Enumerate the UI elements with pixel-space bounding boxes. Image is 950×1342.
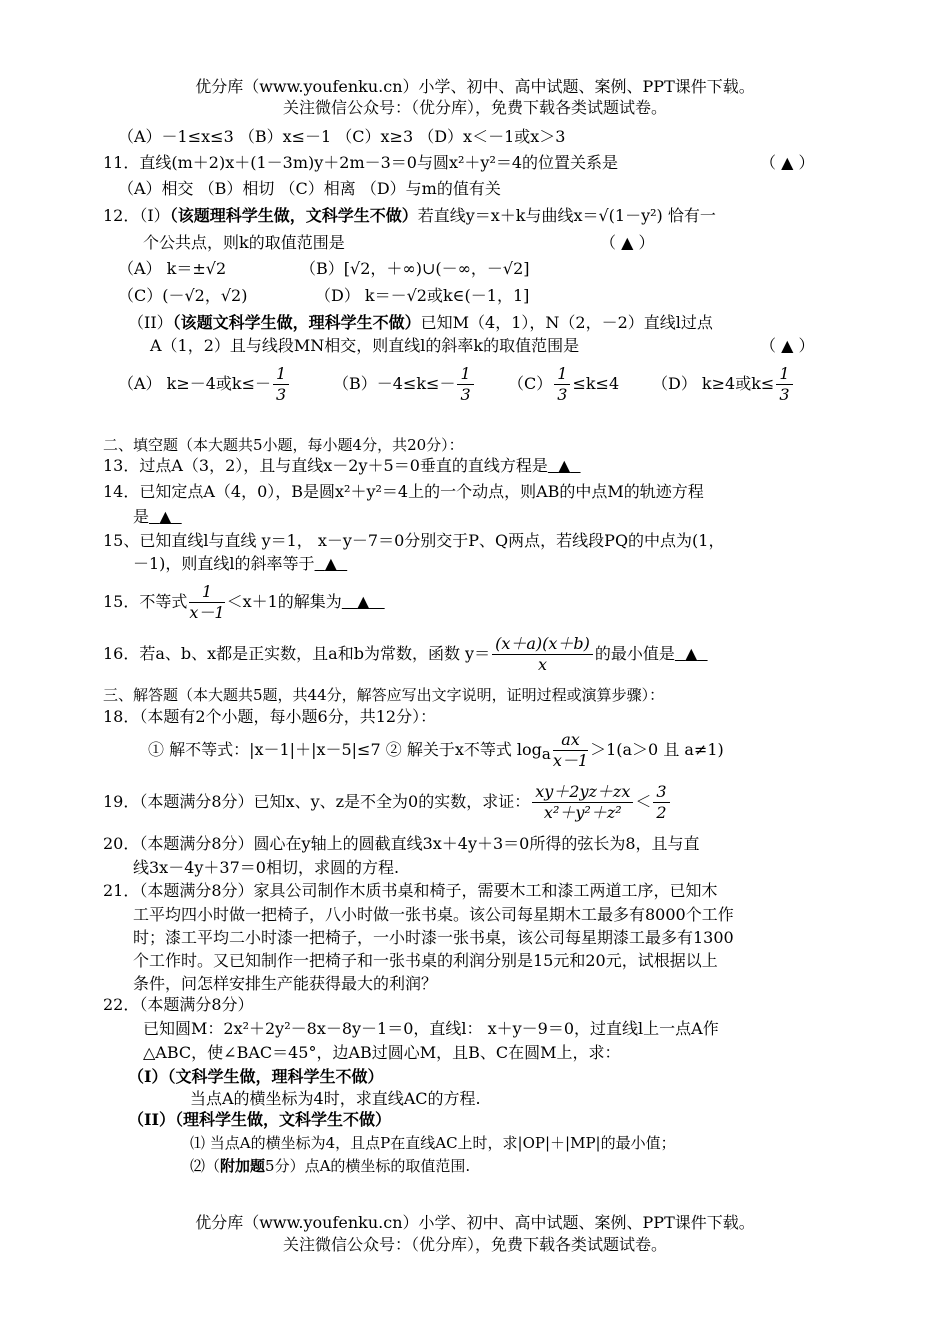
q18-sub1: ① 解不等式：|x－1|＋|x－5|≤7 ② 解关于x不等式 log — [148, 740, 542, 759]
q18-log-base: a — [541, 745, 551, 764]
section3-title: 三、解答题（本大题共5题，共44分，解答应写出文字说明，证明过程或演算步骤）： — [103, 686, 665, 704]
q19 — [103, 780, 672, 824]
q12-optA: （A） k＝±√2 — [118, 259, 227, 278]
q15c-blank — [342, 592, 385, 611]
q18-subs — [148, 728, 724, 776]
q12-mark-2: （ ▲ ） — [760, 336, 815, 355]
q22-part2-sub1: ⑴ 当点A的横坐标为4，且点P在直线AC上时，求|OP|＋|MP|的最小值； — [190, 1134, 676, 1152]
frac-den: 3 — [779, 385, 790, 404]
frac-den: 3 — [557, 385, 568, 404]
q12-optB: （B）[√2，＋∞)∪(－∞，－√2] — [300, 259, 530, 278]
q11-options: （A）相交 （B）相切 （C）相离 （D）与m的值有关 — [118, 179, 501, 198]
q15-line2 — [133, 553, 347, 575]
q22-sub2-post: 5分）点A的横坐标的取值范围. — [265, 1157, 471, 1175]
frac-num: (x＋a)(x＋b) — [492, 634, 593, 655]
q15-text: －1)，则直线l的斜率等于 — [133, 554, 315, 573]
frac-den: 3 — [460, 385, 471, 404]
q20-line1: 20．（本题满分8分）圆心在y轴上的圆截直线3x＋4y＋3＝0所得的弦长为8，且与直 — [103, 834, 700, 853]
frac-num: 3 — [653, 782, 669, 803]
q12-part1-cont: 个公共点，则k的取值范围是 — [143, 233, 345, 252]
frac-den: x－1 — [189, 603, 225, 622]
fraction-q18 — [553, 730, 588, 771]
q13 — [103, 455, 581, 477]
q22-sub2-bold: 附加题 — [220, 1157, 266, 1175]
q12-optA2-pre: （A） k≥－4或k≤－ — [118, 374, 272, 393]
q22-part2-sub2 — [190, 1155, 470, 1177]
q12-optC2-post: ≤k≤4 — [572, 374, 620, 393]
blank-triangle: ▲ — [357, 592, 370, 611]
header-line-2: 关注微信公众号：（优分库），免费下载各类试题试卷。 — [282, 98, 667, 117]
q12-part2-optA — [118, 362, 291, 406]
blank-triangle: ▲ — [324, 554, 338, 573]
q12-part2-cont: A（1，2）且与线段MN相交，则直线l的斜率k的取值范围是 — [150, 336, 580, 355]
fraction-one-third — [457, 364, 473, 405]
q22: 22．（本题满分8分） — [103, 995, 254, 1014]
frac-num: 1 — [457, 364, 473, 385]
q18: 18．（本题有2个小题，每小题6分，共12分）： — [103, 707, 437, 726]
frac-num: xy＋2yz＋zx — [532, 782, 633, 803]
q15-line1: 15、已知直线l与直线 y＝1， x－y－7＝0分别交于P、Q两点，若线段PQ的中点为(1， — [103, 531, 725, 550]
q12-part2-num: （II） — [128, 313, 173, 332]
frac-num: 1 — [554, 364, 570, 385]
q22-sub2-pre: ⑵（ — [190, 1157, 221, 1175]
blank-triangle: ▲ — [558, 456, 571, 475]
frac-num: 1 — [189, 582, 224, 603]
header-line-1: 优分库（www.youfenku.cn）小学、初中、高中试题、案例、PPT课件下载。 — [195, 77, 755, 96]
fraction-q15 — [189, 582, 224, 623]
q22-line1: 已知圆M：2x²＋2y²－8x－8y－1＝0，直线l： x＋y－9＝0，过直线l上一点A作 — [143, 1019, 719, 1038]
fraction-q19 — [532, 782, 633, 823]
section2-title: 二、填空题（本大题共5小题，每小题4分，共20分）： — [103, 436, 464, 454]
q11-mark: （ ▲ ） — [760, 153, 815, 172]
q12-optB2-pre: （B）－4≤k≤－ — [333, 374, 456, 393]
q21-line2: 工平均四小时做一把椅子，八小时做一张书桌。该公司每星期木工最多有8000个工作 — [133, 905, 734, 924]
blank-triangle: ▲ — [159, 507, 172, 526]
q12-optC: （C）(－√2，√2) — [118, 286, 248, 305]
q14-blank — [149, 507, 182, 526]
q12-part2-optB — [333, 362, 476, 406]
frac-den: x²＋y²＋z² — [543, 803, 622, 822]
frac-den: 3 — [276, 385, 287, 404]
q12-part2-optC — [508, 362, 619, 406]
q11-text: 11．直线(m＋2)x＋(1－3m)y＋2m－3＝0与圆x²＋y²＝4的位置关系是 — [103, 153, 619, 172]
frac-den: 2 — [656, 803, 667, 822]
q16-post: 的最小值是 — [594, 644, 675, 663]
frac-den: x－1 — [552, 751, 589, 770]
frac-num: ax — [553, 730, 588, 751]
q15c-post: ＜x＋1的解集为 — [226, 592, 342, 611]
blank-triangle: ▲ — [685, 644, 698, 663]
q12-part1-bold: （该题理科学生做，文科学生不做） — [169, 206, 418, 225]
q16-pre: 16．若a、b、x都是正实数，且a和b为常数，函数 y＝ — [103, 644, 491, 663]
q16-blank — [675, 644, 708, 663]
q12-optD2-pre: （D） k≥4或k≤ — [652, 374, 775, 393]
q19-pre: 19．（本题满分8分）已知x、y、z是不全为0的实数，求证： — [103, 792, 531, 811]
q12-mark: （ ▲ ） — [600, 233, 655, 252]
q12-part2-optD — [652, 362, 795, 406]
q10-options: （A）－1≤x≤3 （B）x≤－1 （C）x≥3 （D）x＜－1或x＞3 — [118, 127, 566, 146]
q12-optD: （D） k＝－√2或k∈(－1，1] — [315, 286, 530, 305]
fraction-one-third — [554, 364, 570, 405]
q21-line3: 时；漆工平均二小时漆一把椅子，一小时漆一张书桌，该公司每星期漆工最多有1300 — [133, 928, 734, 947]
q14-line1: 14．已知定点A（4，0），B是圆x²＋y²＝4上的一个动点，则AB的中点M的轨迹方程 — [103, 482, 704, 501]
fraction-one-third — [776, 364, 792, 405]
q15c-pre: 15．不等式 — [103, 592, 188, 611]
q22-part1-title: （I）（文科学生做，理科学生不做） — [128, 1067, 384, 1086]
q21-line5: 条件，问怎样安排生产能获得最大的利润？ — [133, 974, 438, 993]
frac-den: x — [537, 655, 547, 674]
q12-part2 — [128, 312, 713, 334]
q19-lt: ＜ — [635, 792, 652, 811]
footer-line-2: 关注微信公众号：（优分库），免费下载各类试题试卷。 — [282, 1235, 667, 1254]
q22-line2: △ABC，使∠BAC＝45°，边AB过圆心M，且B、C在圆M上，求： — [143, 1043, 621, 1062]
q14-line2 — [133, 506, 182, 528]
q12-optC2-pre: （C） — [508, 374, 553, 393]
frac-num: 1 — [776, 364, 792, 385]
q16 — [103, 632, 708, 676]
fraction-three-halves — [653, 782, 669, 823]
q21-line4: 个工作时。又已知制作一把椅子和一张书桌的利润分别是15元和20元，试根据以上 — [133, 951, 718, 970]
q12-part1-num: 12．（I） — [103, 206, 170, 225]
q13-blank — [548, 456, 581, 475]
q12-part2-bold: （该题文科学生做，理科学生不做） — [172, 313, 421, 332]
q15-ineq — [103, 580, 385, 624]
footer-line-1: 优分库（www.youfenku.cn）小学、初中、高中试题、案例、PPT课件下载。 — [195, 1213, 755, 1232]
q18-post: ＞1(a＞0 且 a≠1) — [590, 740, 724, 759]
q20-line2: 线3x－4y＋37＝0相切，求圆的方程. — [133, 858, 400, 877]
q12-part2-text: 已知M（4，1），N（2，－2）直线l过点 — [420, 313, 713, 332]
fraction-q16 — [492, 634, 593, 675]
q15-blank — [315, 554, 348, 573]
fraction-one-third — [273, 364, 289, 405]
q14-text: 是 — [133, 507, 150, 526]
q12-part1 — [103, 205, 716, 227]
q22-part2-title: （II）（理科学生做，文科学生不做） — [128, 1110, 391, 1129]
q21-line1: 21．（本题满分8分）家具公司制作木质书桌和椅子，需要木工和漆工两道工序，已知木 — [103, 881, 718, 900]
q22-part1-text: 当点A的横坐标为4时，求直线AC的方程. — [190, 1089, 481, 1108]
q13-text: 13．过点A（3，2），且与直线x－2y＋5＝0垂直的直线方程是 — [103, 456, 548, 475]
frac-num: 1 — [273, 364, 289, 385]
q12-part1-text: 若直线y＝x＋k与曲线x＝√(1－y²) 恰有一 — [417, 206, 716, 225]
